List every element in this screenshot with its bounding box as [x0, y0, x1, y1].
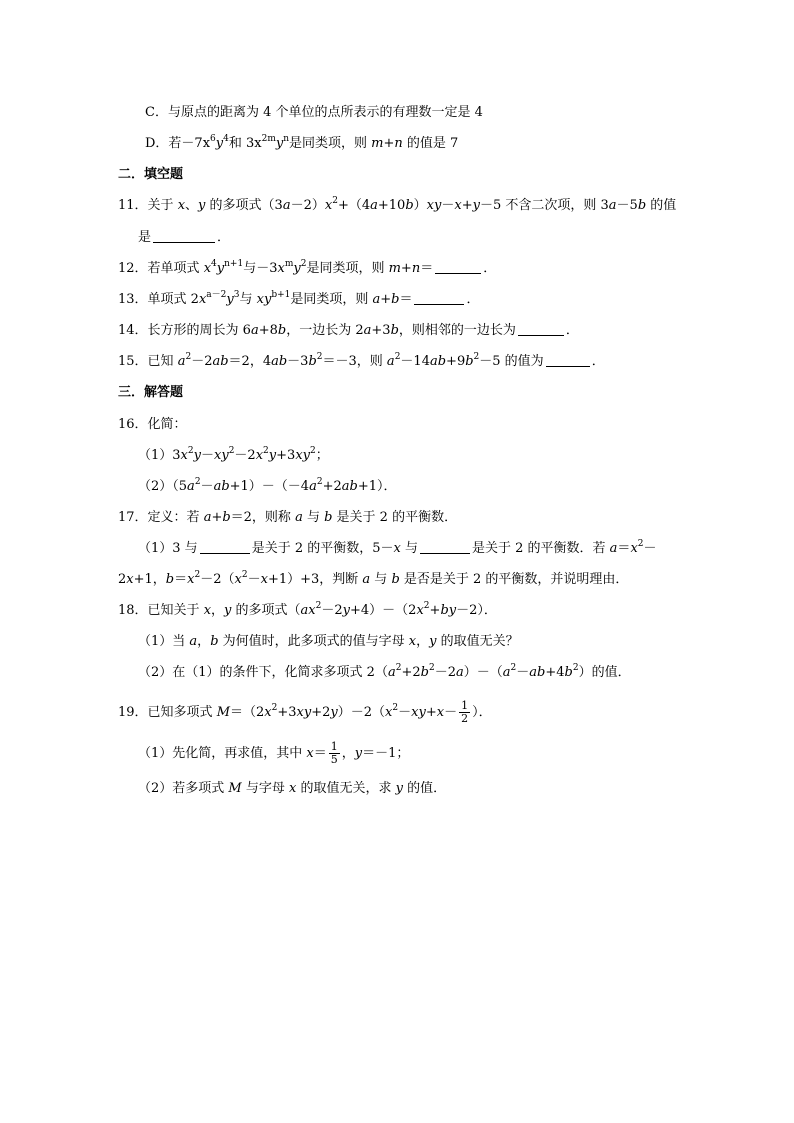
- answer-blank[interactable]: [200, 541, 250, 554]
- question-15: 15．已知 $a^2-2ab=2$，$4ab-3b^2=-3$，则 $a^2-14ab+9b^2-5$ 的值为 ．: [118, 352, 605, 369]
- fraction-one-fifth: $\frac{1}{5}$: [330, 740, 338, 766]
- question-14: 14．长方形的周长为 6a+8b，一边长为 2a+3b，则相邻的一边长为 ．: [118, 323, 579, 338]
- question-19: 19．已知多项式 $M=(2x^2+3xy+2y)-2(x^2-xy+x-$ $\frac{1}{2}$ ）．: [118, 699, 492, 725]
- question-16-part-2: $(2)(5a^2-ab+1)-(-4a^2+2ab+1)$．: [138, 477, 397, 494]
- question-16: 16．化简：: [118, 417, 187, 432]
- question-13: 13．单项式 $2x^{a-2}y^3$与 $xy^{b+1}$是同类项，则 a+b＝ ．: [118, 290, 480, 307]
- section-title-solve: 三．解答题: [118, 385, 184, 400]
- answer-blank[interactable]: [518, 323, 564, 336]
- question-17: 17．定义：若 a+b＝2，则称 a 与 b 是关于 2 的平衡数．: [118, 510, 458, 525]
- question-17-line-2: （1）3 与 是关于 2 的平衡数，5－x 与 是关于 2 的平衡数．若 $a=x^2-$: [138, 539, 657, 556]
- answer-blank[interactable]: [414, 292, 464, 305]
- question-19-part-1: （1）先化简，再求值，其中 x＝ $\frac{1}{5}$ ，y＝－1；: [138, 740, 410, 766]
- question-11-line-2: 是 ．: [138, 230, 231, 245]
- q10-option-d: D．若$-7x^6y^4$和 $3x^{2m}y^n$是同类项，则 m+n 的值是 7: [145, 134, 459, 151]
- answer-blank[interactable]: [153, 230, 215, 243]
- q10-option-c: C．与原点的距离为 4 个单位的点所表示的有理数一定是 4: [145, 105, 483, 120]
- question-12: 12．若单项式 $x^4y^{n+1}$与$-3x^my^2$是同类项，则 m+n＝ ．: [118, 259, 497, 276]
- question-16-part-1: $(1)3x^2y-xy^2-2x^2y+3xy^2$；: [138, 446, 329, 463]
- question-18-part-2: （2）在（1）的条件下，化简求多项式 $2(a^2+2b^2-2a)-(a^2-ab+4b^2)$的值．: [138, 663, 631, 680]
- answer-blank[interactable]: [435, 261, 481, 274]
- question-19-part-2: （2）若多项式 M 与字母 x 的取值无关，求 y 的值．: [138, 781, 447, 796]
- question-18: 18．已知关于 x，y 的多项式$(ax^2-2y+4)-(2x^2+by-2)$．: [118, 601, 497, 618]
- answer-blank[interactable]: [546, 354, 590, 367]
- section-title-fill-in: 二．填空题: [118, 167, 184, 182]
- question-17-line-3: 2x+1，$b=x^2-2(x^2-x+1)+3$，判断 a 与 b 是否是关于 2 的平衡数，并说明理由．: [118, 570, 629, 587]
- fraction-one-half: $\frac{1}{2}$: [461, 699, 469, 725]
- question-11: 11．关于 x、y 的多项式$(3a-2)x^2+(4a+10b)xy-x+y-5$ 不含二次项，则 3a－5b 的值: [118, 196, 677, 213]
- answer-blank[interactable]: [420, 541, 470, 554]
- question-18-part-1: （1）当 a，b 为何值时，此多项式的值与字母 x，y 的取值无关？: [138, 634, 519, 649]
